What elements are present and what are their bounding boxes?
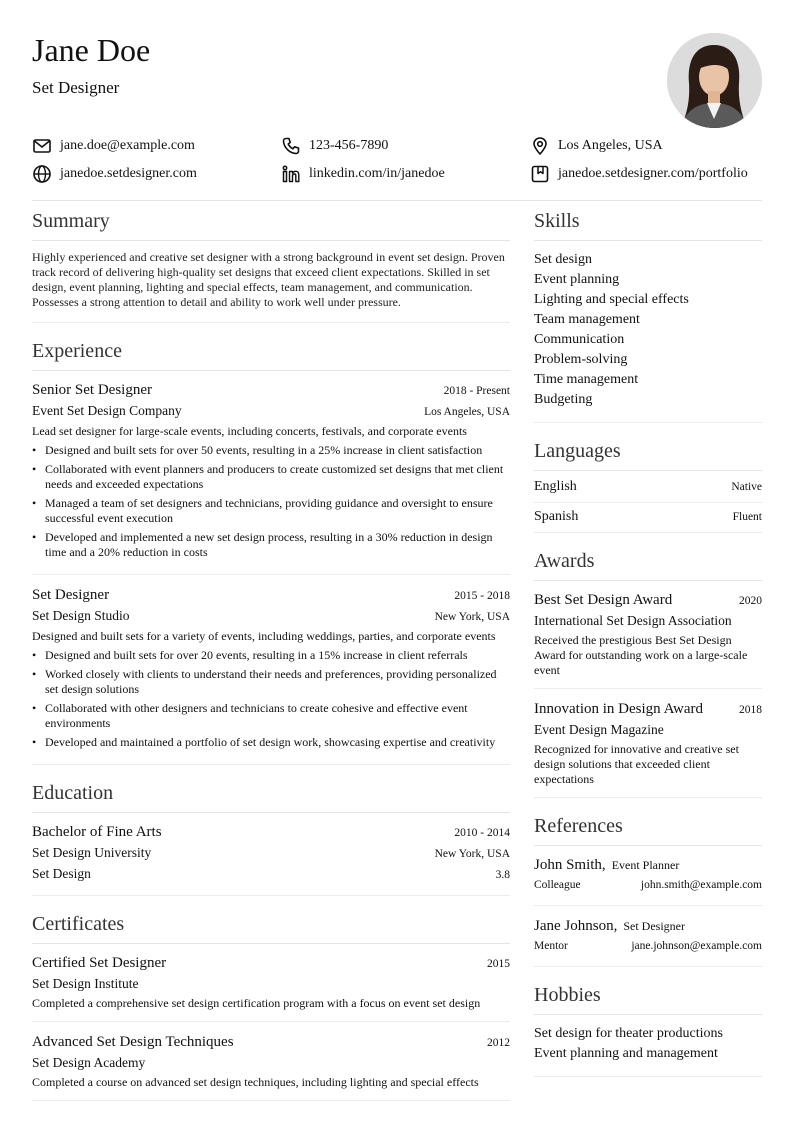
- education-item: [32, 822, 510, 896]
- language-level: Fluent: [732, 511, 762, 523]
- hobbies-section: [534, 981, 762, 1077]
- header-divider: [32, 200, 762, 201]
- education-section: [32, 779, 510, 896]
- reference-title: Event Planner: [611, 858, 680, 872]
- education-heading: Education: [32, 779, 510, 813]
- job-title: Set Designer: [32, 587, 110, 603]
- achievement-item: • Developed and implemented a new set design process, resulting in a 30% reduction in design time and a 20% reduction in costs: [32, 530, 510, 560]
- contact-info: [32, 134, 762, 190]
- achievement-item: • Collaborated with other designers and technicians to create cohesive and effective event environments: [32, 701, 510, 731]
- divider: [534, 422, 762, 423]
- award-year: 2020: [739, 595, 762, 607]
- job-achievements: [32, 443, 510, 560]
- globe-icon: [32, 164, 52, 184]
- summary-text: Highly experienced and creative set designer with a strong background in event set design. Proven track record of delivering high-quality set designs that exceed client expectations. Skilled in set design, event planning, lighting and special effects, team management, and communication. Possesses a strong attention to detail and ability to work well under pressure.: [32, 250, 505, 309]
- certificate-issuer: Set Design Academy: [32, 1055, 146, 1070]
- award-issuer: Event Design Magazine: [534, 722, 664, 737]
- summary-section: [32, 207, 510, 323]
- candidate-role: Set Designer: [32, 78, 120, 97]
- language-item: [534, 503, 762, 533]
- achievement-item: • Developed and maintained a portfolio of set design work, showcasing expertise and creativity: [32, 735, 510, 750]
- contact-location-text: Los Angeles, USA: [558, 138, 663, 153]
- certificate-name: Certified Set Designer: [32, 955, 167, 971]
- summary-heading: Summary: [32, 207, 510, 241]
- reference-title: Set Designer: [623, 919, 685, 933]
- job-dates: 2018 - Present: [443, 385, 510, 397]
- mail-icon: [32, 136, 52, 156]
- award-item: [534, 590, 762, 689]
- awards-section: [534, 547, 762, 798]
- certificate-name: Advanced Set Design Techniques: [32, 1034, 234, 1050]
- contact-portfolio[interactable]: [530, 162, 748, 186]
- achievement-item: • Designed and built sets for over 20 events, resulting in a 15% increase in client referrals: [32, 648, 510, 663]
- experience-section: [32, 337, 510, 765]
- languages-heading: Languages: [534, 437, 762, 471]
- education-dates: 2010 - 2014: [454, 827, 510, 839]
- experience-item: [32, 585, 510, 765]
- hobby-item: Event planning and management: [534, 1046, 718, 1061]
- certificates-section: [32, 910, 510, 1101]
- contact-website[interactable]: [32, 162, 197, 186]
- avatar: [667, 33, 762, 128]
- languages-section: [534, 437, 762, 533]
- skill-item: Communication: [534, 332, 625, 347]
- job-dates: 2015 - 2018: [454, 590, 510, 602]
- candidate-name: Jane Doe: [32, 32, 151, 68]
- language-level: Native: [731, 481, 762, 493]
- portfolio-icon: [530, 164, 550, 184]
- skill-item: Set design: [534, 252, 592, 267]
- award-name: Innovation in Design Award: [534, 701, 704, 717]
- contact-phone[interactable]: [281, 134, 388, 158]
- certificate-year: 2015: [487, 958, 510, 970]
- award-year: 2018: [739, 704, 762, 716]
- skill-item: Lighting and special effects: [534, 292, 689, 307]
- skills-heading: Skills: [534, 207, 762, 241]
- achievement-item: • Managed a team of set designers and technicians, providing guidance and oversight to ensure successful event execution: [32, 496, 510, 526]
- language-name: Spanish: [534, 509, 579, 524]
- language-name: English: [534, 479, 577, 494]
- hobbies-heading: Hobbies: [534, 981, 762, 1015]
- achievement-item: • Collaborated with event planners and producers to create customized set designs that met client needs and exceeded expectations: [32, 462, 510, 492]
- skill-item: Team management: [534, 312, 640, 327]
- reference-email[interactable]: john.smith@example.com: [640, 879, 762, 891]
- divider: [32, 322, 510, 323]
- references-section: [534, 812, 762, 967]
- degree: Bachelor of Fine Arts: [32, 824, 162, 840]
- contact-email-text: jane.doe@example.com: [60, 138, 195, 153]
- divider: [534, 1076, 762, 1077]
- skill-item: Time management: [534, 372, 639, 387]
- hobby-item: Set design for theater productions: [534, 1026, 723, 1041]
- certificate-year: 2012: [487, 1037, 510, 1049]
- certificate-description: Completed a comprehensive set design certification program with a focus on event set design: [32, 996, 481, 1010]
- linkedin-icon: [281, 164, 301, 184]
- certificate-item: [32, 1032, 510, 1101]
- phone-icon: [281, 136, 301, 156]
- reference-relation: Colleague: [534, 879, 581, 891]
- achievement-item: • Designed and built sets for over 50 events, resulting in a 25% increase in client satisfaction: [32, 443, 510, 458]
- location-icon: [530, 136, 550, 156]
- school-name: Set Design University: [32, 845, 152, 860]
- skills-section: [534, 207, 762, 423]
- profile-photo: [667, 33, 762, 128]
- reference-item: [534, 916, 762, 967]
- award-item: [534, 699, 762, 798]
- skill-item: Event planning: [534, 272, 620, 287]
- award-name: Best Set Design Award: [534, 592, 673, 608]
- certificates-heading: Certificates: [32, 910, 510, 944]
- reference-name: Jane Johnson,: [534, 918, 618, 934]
- job-description: Designed and built sets for a variety of events, including weddings, parties, and corporate events: [32, 629, 496, 643]
- contact-phone-text: 123-456-7890: [309, 138, 389, 153]
- experience-heading: Experience: [32, 337, 510, 371]
- reference-name: John Smith,: [534, 857, 606, 873]
- certificate-item: [32, 953, 510, 1022]
- contact-linkedin-text: linkedin.com/in/janedoe: [309, 166, 445, 181]
- main-column: [32, 207, 510, 1115]
- field-of-study: Set Design: [32, 866, 91, 881]
- contact-location: [530, 134, 663, 158]
- language-item: [534, 473, 762, 503]
- job-achievements: [32, 648, 510, 750]
- side-column: [534, 207, 762, 1091]
- job-location: Los Angeles, USA: [424, 406, 510, 418]
- achievement-item: • Worked closely with clients to understand their needs and preferences, providing personalized set design solutions: [32, 667, 510, 697]
- skill-item: Problem-solving: [534, 352, 628, 367]
- reference-email[interactable]: jane.johnson@example.com: [631, 940, 762, 952]
- award-issuer: International Set Design Association: [534, 613, 732, 628]
- award-description: Recognized for innovative and creative set design solutions that exceeded client expectations: [534, 742, 739, 786]
- company-name: Event Set Design Company: [32, 403, 182, 418]
- contact-website-text: janedoe.setdesigner.com: [60, 166, 197, 181]
- skill-item: Budgeting: [534, 392, 593, 407]
- resume-page: [32, 0, 762, 1123]
- experience-item: [32, 380, 510, 575]
- awards-heading: Awards: [534, 547, 762, 581]
- certificate-description: Completed a course on advanced set design techniques, including lighting and special effects: [32, 1075, 479, 1089]
- job-title: Senior Set Designer: [32, 382, 152, 398]
- references-heading: References: [534, 812, 762, 846]
- reference-relation: Mentor: [534, 940, 568, 952]
- contact-portfolio-text: janedoe.setdesigner.com/portfolio: [558, 166, 748, 181]
- gpa: 3.8: [495, 869, 510, 881]
- contact-linkedin[interactable]: [281, 162, 445, 186]
- certificate-issuer: Set Design Institute: [32, 976, 139, 991]
- school-location: New York, USA: [434, 848, 510, 860]
- reference-item: [534, 855, 762, 906]
- job-description: Lead set designer for large-scale events, including concerts, festivals, and corporate events: [32, 424, 467, 438]
- award-description: Received the prestigious Best Set Design Award for outstanding work on a large-scale event: [534, 633, 748, 677]
- contact-email[interactable]: [32, 134, 195, 158]
- company-name: Set Design Studio: [32, 608, 130, 623]
- job-location: New York, USA: [434, 611, 510, 623]
